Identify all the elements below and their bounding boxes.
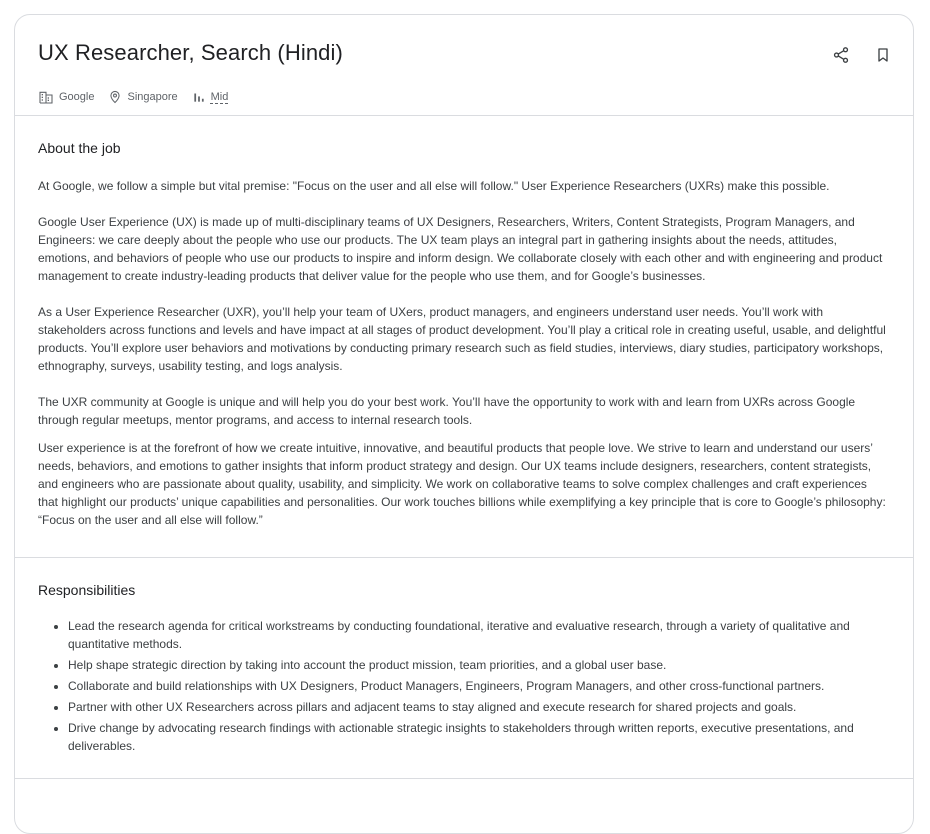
- location-name: Singapore: [127, 91, 178, 103]
- header-actions: [825, 41, 899, 69]
- experience-level[interactable]: Mid: [210, 91, 229, 103]
- responsibilities-heading: Responsibilities: [38, 582, 136, 598]
- location-pin-icon: [108, 89, 122, 105]
- job-detail-card: [14, 14, 914, 834]
- responsibility-item: • Help shape strategic direction by taking into account the product mission, team priorities, and a global user base.: [68, 656, 890, 674]
- responsibility-item: • Lead the research agenda for critical workstreams by conducting foundational, iterative and evaluative research, through a variety of qualitative and quantitative methods.: [68, 617, 890, 653]
- about-paragraph: As a User Experience Researcher (UXR), you’ll help your team of UXers, product managers, and engineers understand user needs. You’ll work with stakeholders across functions and levels and have impact at all stages of product development. You’ll play a critical role in creating useful, usable, and delightful products. You’ll explore user behaviors and motivations by conducting primary research such as field studies, interviews, diary studies, participatory workshops, ethnography, surveys, usability testing, and logs analysis.: [38, 305, 886, 373]
- job-meta: [38, 89, 228, 105]
- about-paragraph: User experience is at the forefront of how we create intuitive, innovative, and beautiful products that people love. We strive to learn and understand our users’ needs, behaviors, and emotions to gather insights that inform product strategy and design. Our UX teams include designers, researchers, content strategists, and engineers who are passionate about quality, usability, and simplicity. We work on collaborative teams to solve complex challenges and craft experiences that highlight our products’ unique capabilities and personalities. Our work touches billions while exemplifying a key principle that is core to Google’s philosophy: “Focus on the user and all else will follow.”: [38, 441, 886, 527]
- location-meta: [108, 89, 177, 105]
- about-heading: About the job: [38, 140, 121, 156]
- level-meta[interactable]: [192, 90, 229, 104]
- about-section: [15, 116, 913, 558]
- share-icon: [832, 46, 850, 64]
- company-meta: [38, 89, 94, 105]
- about-paragraph: The UXR community at Google is unique and will help you do your best work. You’ll have the opportunity to work with and learn from UXRs across Google through regular meetups, mentor programs, and access to internal research tools.: [38, 395, 856, 427]
- bookmark-button[interactable]: [867, 41, 899, 69]
- responsibilities-section: [15, 558, 913, 779]
- building-icon: [38, 89, 54, 105]
- responsibility-item: • Collaborate and build relationships with UX Designers, Product Managers, Engineers, Program Managers, and other cross-functional partners.: [68, 677, 890, 695]
- bar-chart-icon: [192, 90, 206, 104]
- share-button[interactable]: [825, 41, 857, 69]
- about-paragraph: Google User Experience (UX) is made up of multi-disciplinary teams of UX Designers, Researchers, Writers, Content Strategists, Program Managers, and Engineers: we care deeply about the people who use our products. The UX team plays an integral part in gathering insights about the needs, attitudes, emotions, and behaviors of people who use our products to inspire and inform design. We collaborate closely with each other and with engineering and product management to create industry-leading products that deliver value for the people who use them, and for Google’s businesses.: [38, 215, 883, 283]
- job-header: [15, 15, 913, 116]
- responsibility-item: • Drive change by advocating research findings with actionable strategic insights to stakeholders through written reports, executive presentations, and deliverables.: [68, 719, 890, 755]
- about-paragraph: At Google, we follow a simple but vital premise: "Focus on the user and all else will follow." User Experience Researchers (UXRs) make this possible.: [38, 179, 830, 193]
- company-name: Google: [59, 91, 95, 103]
- responsibilities-list: [38, 617, 890, 755]
- responsibility-item: • Partner with other UX Researchers across pillars and adjacent teams to stay aligned and execute research for shared projects and goals.: [68, 698, 890, 716]
- bookmark-icon: [875, 46, 891, 64]
- job-title: UX Researcher, Search (Hindi): [38, 40, 343, 65]
